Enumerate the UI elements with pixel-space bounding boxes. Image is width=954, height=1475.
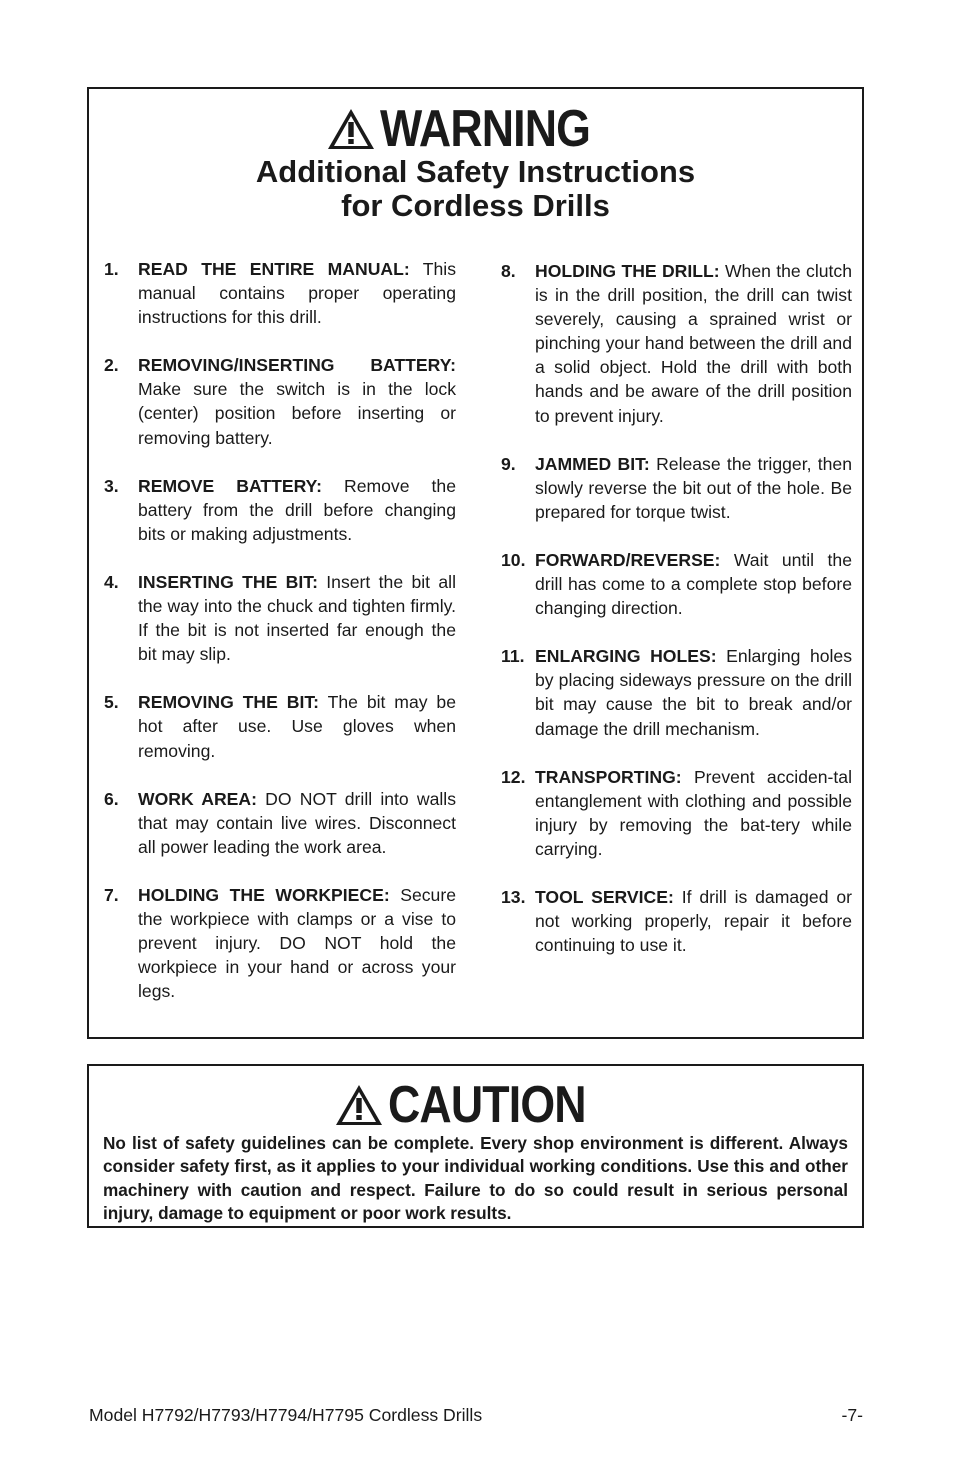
caution-banner [89,1076,862,1134]
instruction-body: The bit may be hot after use. Use gloves when removing. [138,692,456,761]
warning-box [87,87,864,1039]
instruction-heading: TOOL SERVICE: [535,886,674,907]
instruction-number: 2. [104,355,119,376]
instruction-heading: HOLDING THE WORKPIECE: [138,884,390,905]
instruction-body: Wait until the drill has come to a complete stop before changing direction. [535,549,852,619]
instruction-number: 5. [104,692,119,713]
instruction-number: 3. [104,475,119,496]
instruction-body: Secure the workpiece with clamps or a vise to prevent injury. DO NOT hold the workpiece in your hand or across your legs. [138,884,456,1002]
instruction-heading: HOLDING THE DRILL: [535,261,720,281]
instruction-number: 10. [501,549,526,570]
instruction-heading: ENLARGING HOLES: [535,646,717,667]
footer-page-number: -7- [841,1405,863,1425]
instruction-number: 4. [104,571,119,592]
instruction-item [501,885,852,957]
caution-box [87,1064,864,1228]
instruction-item [104,570,456,666]
instruction-number: 1. [104,259,119,279]
instruction-item [104,257,456,329]
instruction-body: This manual contains proper operating instructions for this drill. [138,259,456,328]
instruction-number: 8. [501,261,516,281]
instructions-left-column [104,257,456,1003]
instruction-heading: REMOVING/INSERTING BATTERY: [138,355,456,376]
caution-text: No list of safety guidelines can be complete. Every shop environment is different. Always consider safety first, as it applies to your individual working conditions. Use this and other machinery with caution and respect. Failure to do so could result in serious personal injury, damage to equipment or poor work results. [103,1133,848,1223]
warning-triangle-icon [334,1083,384,1127]
warning-triangle-icon [326,107,376,151]
instruction-body: When the clutch is in the drill position, the drill can twist severely, causing a sprained wrist or pinching your hand between the drill and a solid object. Hold the drill with both hands and be aware of the drill position to prevent injury. [535,261,852,426]
instruction-item [104,787,456,859]
instruction-body: DO NOT drill into walls that may contain live wires. Disconnect all power leading the work area. [138,788,456,857]
instruction-heading: REMOVE BATTERY: [138,475,322,496]
instruction-body: If drill is damaged or not working properly, repair it before continuing to use it. [535,886,852,956]
instruction-item [104,883,456,1003]
instruction-number: 7. [104,884,119,905]
instruction-heading: WORK AREA: [138,788,257,809]
instruction-heading: READ THE ENTIRE MANUAL: [138,259,410,279]
instruction-number: 6. [104,788,119,809]
instruction-body: Make sure the switch is in the lock (center) position before inserting or removing battery. [138,379,456,448]
instruction-item [501,259,852,428]
instruction-heading: INSERTING THE BIT: [138,571,318,592]
instruction-body: Release the trigger, then slowly reverse the bit out of the hole. Be prepared for torque twist. [535,453,852,522]
warning-word: WARNING [380,100,591,158]
instruction-number: 12. [501,766,526,787]
instruction-item [104,353,456,449]
instruction-number: 11. [501,646,525,667]
instruction-item [501,548,852,620]
footer-model: Model H7792/H7793/H7794/H7795 Cordless Drills [89,1405,483,1425]
instruction-item [104,690,456,762]
instruction-body: Enlarging holes by placing sideways pressure on the drill bit may cause the bit to break and/or damage the drill mechanism. [535,646,853,739]
warning-banner [89,101,862,157]
instruction-heading: FORWARD/REVERSE: [535,549,721,570]
instruction-number: 9. [501,453,516,474]
warning-subtitle-line1: Additional Safety Instructions [255,154,696,189]
instruction-body: Prevent acciden-tal entanglement with clothing and possible injury by removing the bat-tery while carrying. [535,766,852,859]
warning-subtitle-line2: for Cordless Drills [341,188,610,223]
instruction-heading: REMOVING THE BIT: [138,692,320,713]
instruction-heading: JAMMED BIT: [535,453,650,474]
instruction-heading: TRANSPORTING: [535,766,682,787]
instruction-item [501,452,852,524]
instruction-item [501,644,852,740]
instruction-item [501,765,852,861]
caution-word: CAUTION [387,1076,586,1134]
instruction-body: Remove the battery from the drill before changing bits or making adjustments. [138,475,456,544]
instruction-item [104,474,456,546]
instruction-number: 13. [501,886,526,907]
instructions-right-column [501,259,852,957]
instruction-body: Insert the bit all the way into the chuck and tighten firmly. If the bit is not inserted far enough the bit may slip. [138,571,456,665]
